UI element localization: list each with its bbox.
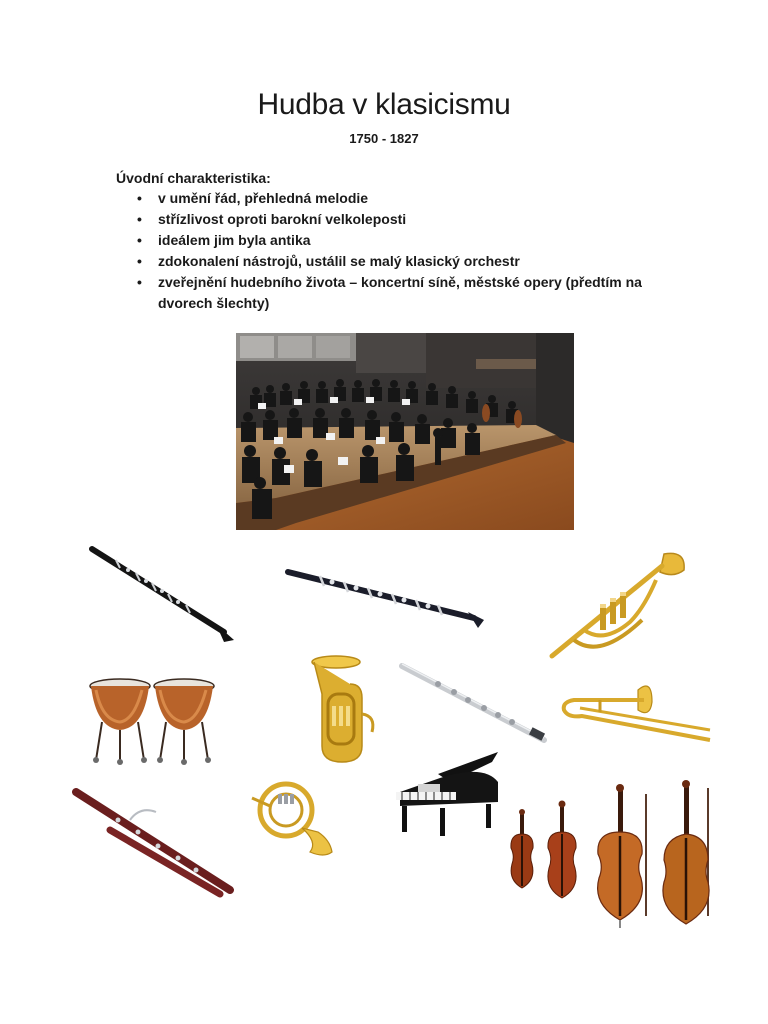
horn-image	[248, 776, 338, 862]
page-subtitle: 1750 - 1827	[349, 131, 419, 146]
clarinet-image	[86, 544, 238, 644]
piano-image	[390, 748, 502, 840]
timpani-image	[88, 672, 216, 768]
violin-image	[506, 808, 538, 894]
list-item: • střízlivost oproti barokní velkoleposti	[158, 209, 658, 230]
intro-label: Úvodní charakteristika:	[116, 170, 271, 186]
list-item: • v umění řád, přehledná melodie	[158, 188, 658, 209]
cello-image	[590, 784, 656, 928]
characteristics-list	[158, 188, 658, 314]
orchestra-photo	[236, 333, 574, 530]
viola-image	[542, 800, 582, 904]
tuba-image	[306, 654, 378, 766]
flute-image	[398, 660, 550, 748]
double-bass-image	[656, 780, 720, 932]
list-item: • ideálem jim byla antika	[158, 230, 658, 251]
list-item: • zveřejnění hudebního života – koncertní síně, městské opery (předtím na dvorech šlechty)	[158, 272, 658, 314]
bassoon-image	[70, 786, 238, 898]
oboe-image	[284, 564, 486, 632]
trumpet-image	[544, 548, 688, 664]
trombone-image	[560, 680, 712, 744]
page-title: Hudba v klasicismu	[257, 88, 511, 121]
list-item: • zdokonalení nástrojů, ustálil se malý klasický orchestr	[158, 251, 658, 272]
